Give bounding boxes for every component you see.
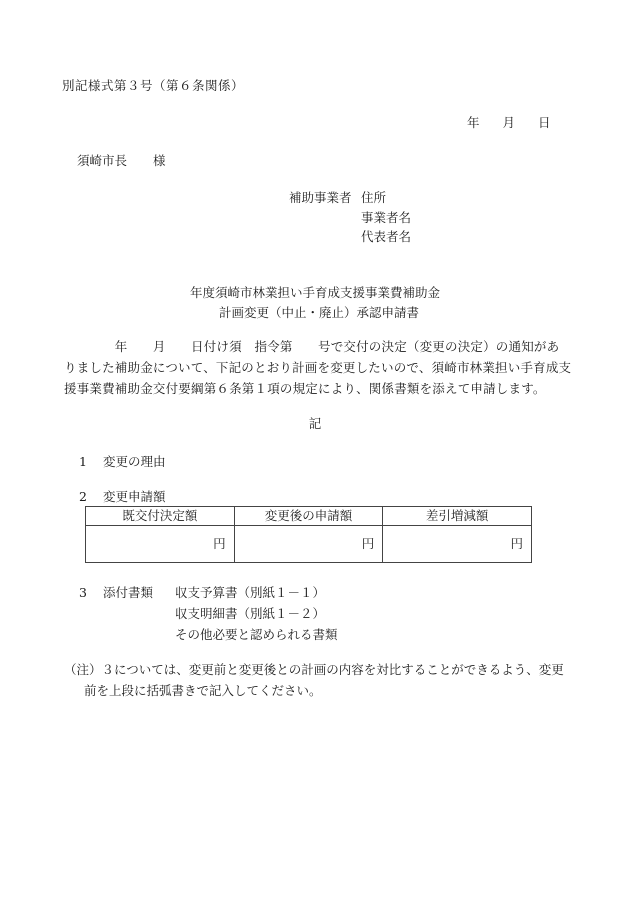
day-label: 日 (538, 115, 551, 130)
form-number: 別記様式第３号（第６条関係） (62, 78, 245, 93)
ki-heading: 記 (308, 416, 322, 431)
attachment-item: 収支明細書（別紙１－２） (175, 606, 326, 621)
item-label: 変更の理由 (103, 454, 166, 469)
amount-table (85, 506, 532, 563)
document-title-line2: 計画変更（中止・廃止）承認申請書 (218, 305, 419, 320)
body-paragraph (64, 341, 584, 404)
item-label: 添付書類 (103, 585, 154, 600)
applicant-representative-label: 代表者名 (361, 229, 412, 244)
addressee (77, 155, 166, 168)
attachment-item: その他必要と認められる書類 (175, 627, 338, 642)
item-change-reason (79, 456, 166, 469)
table-header-row (86, 507, 532, 526)
addressee-name: 須崎市長 (77, 153, 128, 168)
note-line: 前を上段に括弧書きで記入してください。 (84, 683, 322, 698)
note (64, 664, 564, 706)
item-label: 変更申請額 (103, 489, 166, 504)
document-title-line1: 年度須崎市林業担い手育成支援事業費補助金 (189, 285, 440, 300)
item-number: 2 (79, 489, 87, 504)
revised-request-amount-cell: 円 (234, 526, 383, 563)
month-label: 月 (502, 115, 516, 130)
prior-decision-amount-cell: 円 (86, 526, 235, 563)
item-change-amount (79, 491, 166, 504)
attachment-list (175, 587, 338, 650)
body-line: りました補助金について、下記のとおり計画を変更したいので、須崎市林業担い手育成支 (64, 360, 572, 375)
attachment-item: 収支予算書（別紙１－１） (175, 585, 326, 600)
body-line: 援事業費補助金交付要綱第６条第１項の規定により、関係書類を添えて申請します。 (64, 381, 546, 396)
item-number: 1 (79, 454, 87, 469)
body-line: 年 月 日付け須 指令第 号で交付の決定（変更の決定）の通知があ (64, 339, 560, 354)
item-number: 3 (79, 585, 87, 600)
header-revised-request-amount: 変更後の申請額 (234, 507, 383, 526)
item-attachments (79, 587, 174, 600)
applicant-label: 補助事業者 (289, 190, 352, 205)
applicant-business-name-label: 事業者名 (361, 209, 412, 225)
addressee-honorific: 様 (153, 153, 166, 168)
applicant-address-label: 住所 (361, 190, 387, 205)
header-difference-amount: 差引増減額 (383, 507, 532, 526)
applicant-fields (361, 192, 411, 251)
date-line (467, 117, 551, 130)
year-label: 年 (467, 115, 480, 130)
table-row (86, 526, 532, 563)
header-prior-decision-amount: 既交付決定額 (86, 507, 235, 526)
difference-amount-cell: 円 (383, 526, 532, 563)
note-line: （注）３については、変更前と変更後との計画の内容を対比することができるよう、変更 (64, 662, 564, 677)
